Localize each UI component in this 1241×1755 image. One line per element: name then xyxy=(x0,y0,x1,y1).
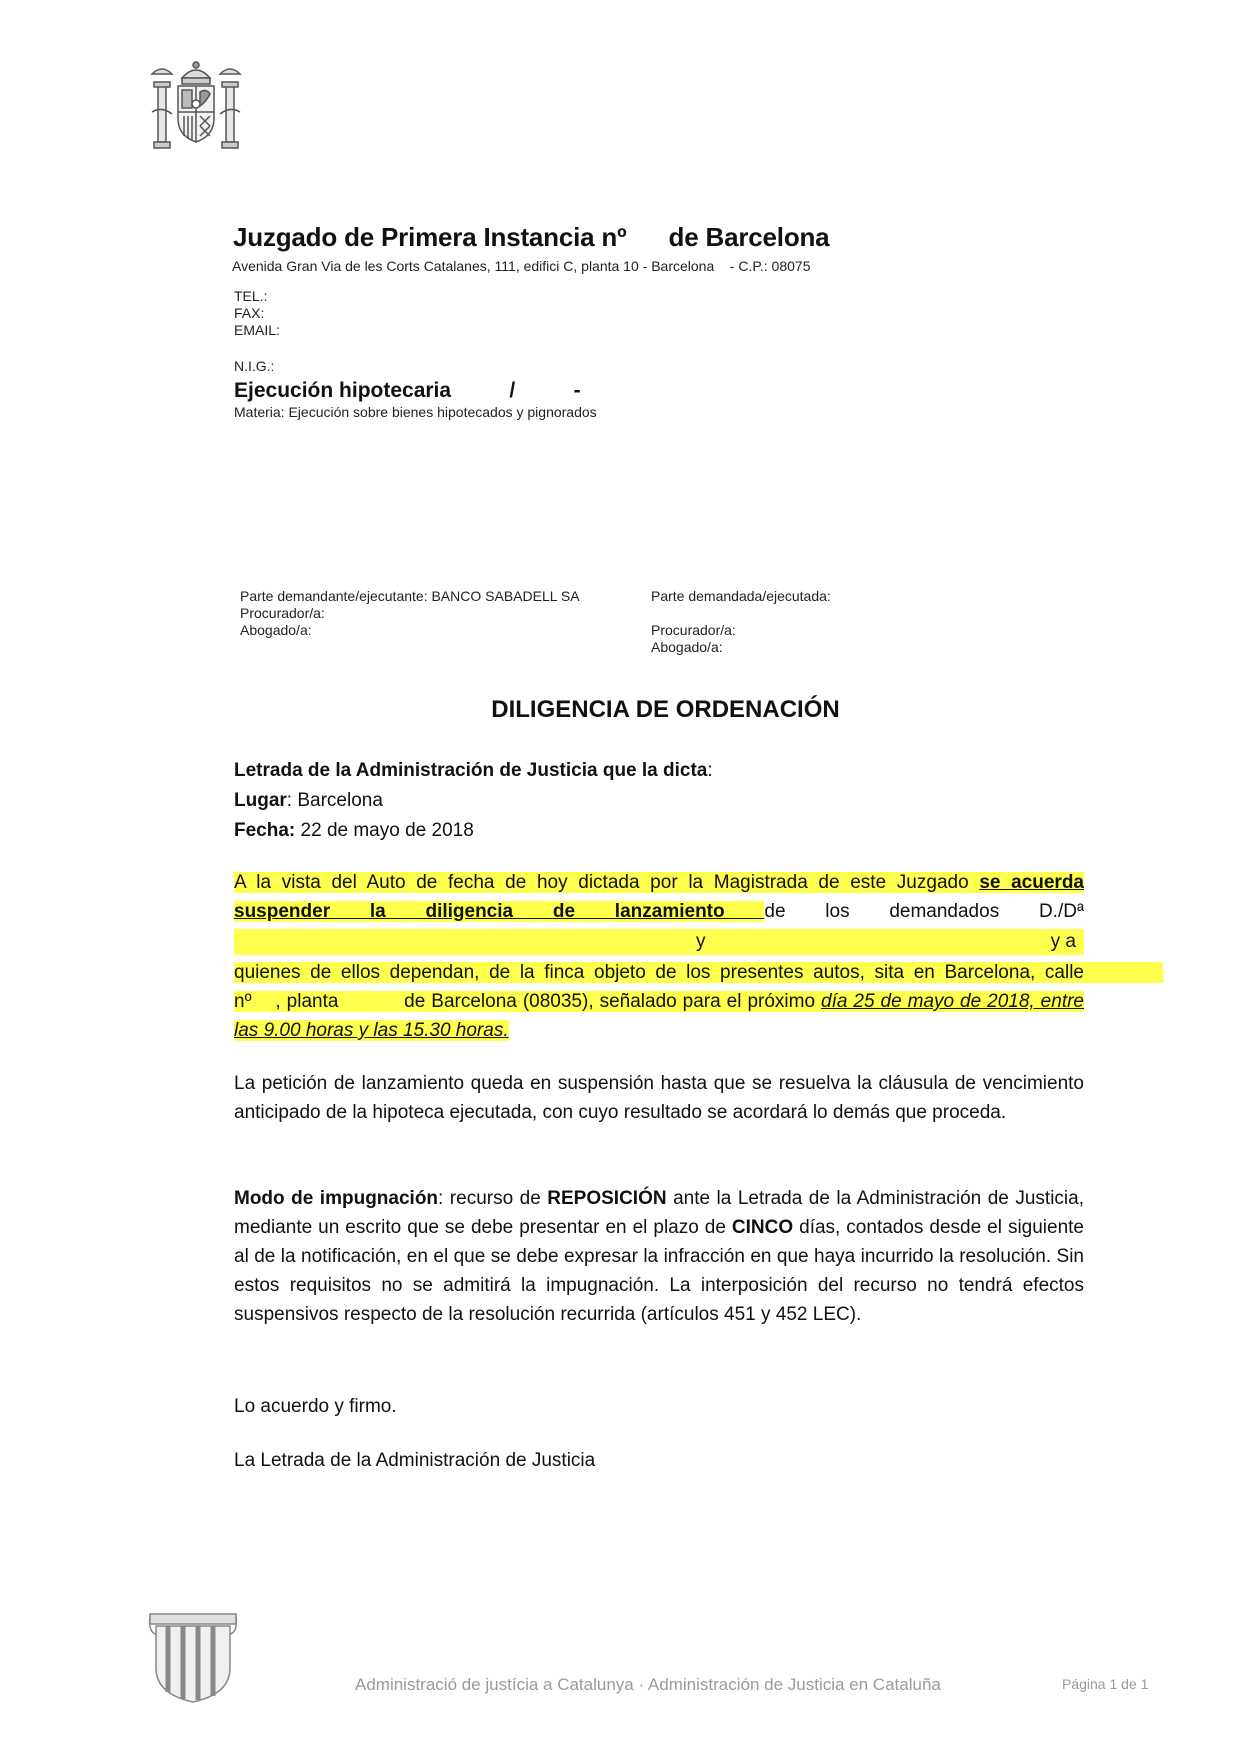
conjunction-y: y xyxy=(696,931,706,952)
nig-label: N.I.G.: xyxy=(234,358,275,374)
fecha-line xyxy=(234,820,474,842)
auto-intro-text: A la vista del Auto de fecha de hoy dictada por la Magistrada de este Juzgado xyxy=(234,872,980,893)
letrada-colon: : xyxy=(707,760,713,781)
defendants-blank-line xyxy=(234,929,1084,955)
letrada-line xyxy=(234,760,713,782)
impugnacion-paragraph xyxy=(234,1184,1084,1329)
suspension-statement: se acuerda suspender la diligencia de lanzamiento xyxy=(234,872,1084,922)
lugar-line xyxy=(234,790,383,812)
cinco-term: CINCO xyxy=(731,1217,794,1238)
lugar-value: : Barcelona xyxy=(286,790,383,811)
closing-line: Lo acuerdo y firmo. xyxy=(234,1396,397,1417)
footer-administration-text: Administració de justícia a Catalunya · Administración de Justicia en Cataluña xyxy=(355,1675,941,1694)
materia: Materia: Ejecución sobre bienes hipotecados y pignorados xyxy=(234,404,597,420)
suspension-paragraph: La petición de lanzamiento queda en suspensión hasta que se resuelva la cláusula de vencimiento anticipado de la hipoteca ejecutada, con cuyo resultado se acordará lo demás que proceda. xyxy=(234,1073,1084,1123)
highlighted-paragraph xyxy=(234,868,1164,1045)
reposicion-term: REPOSICIÓN xyxy=(547,1188,667,1209)
court-address: Avenida Gran Via de les Corts Catalanes, 111, edifici C, planta 10 - Barcelona - C.P.: 08075 xyxy=(232,258,811,274)
spain-coat-of-arms-icon xyxy=(148,56,244,156)
defendant-name: Parte demandada/ejecutada: xyxy=(651,588,831,604)
letrada-label: Letrada de la Administración de Justicia que la dicta xyxy=(234,760,708,781)
property-text: quienes de ellos dependan, de la finca objeto de los presentes autos, sita en Barcelona, calle nº , planta de Barcelona (08035), señalado para el próximo xyxy=(234,962,1164,1012)
conjunction-y-a: y a xyxy=(1050,931,1076,952)
procedure-type: Ejecución hipotecaria / - xyxy=(234,379,581,402)
plaintiff-name: Parte demandante/ejecutante: BANCO SABADELL SA xyxy=(240,588,580,604)
defendant-block xyxy=(651,588,971,656)
impugnacion-text-a: : recurso de xyxy=(438,1188,548,1209)
defendants-text: de los demandados D./Dª xyxy=(764,901,1084,922)
tel-label: TEL.: xyxy=(234,288,268,304)
plaintiff-procurador: Procurador/a: xyxy=(240,605,325,621)
plaintiff-block xyxy=(240,588,600,639)
court-title: Juzgado de Primera Instancia nº de Barcelona xyxy=(233,222,830,252)
defendant-procurador: Procurador/a: xyxy=(651,622,736,638)
impugnacion-text-c: días, contados desde el siguiente al de la notificación, en el que se debe expresar la infracción en que haya incurrido la resolución. Sin estos requisitos no se admitirá la impugnación. La interposición del recurso no tendrá efectos suspensivos respecto de la resolución recurrida (artículos 451 y 452 LEC). xyxy=(234,1217,1084,1325)
document-title: DILIGENCIA DE ORDENACIÓN xyxy=(491,696,840,723)
fecha-label: Fecha: xyxy=(234,820,296,841)
catalonia-emblem-icon xyxy=(148,1612,238,1704)
fecha-value: 22 de mayo de 2018 xyxy=(295,820,474,841)
page-number: Página 1 de 1 xyxy=(1062,1676,1149,1692)
plaintiff-abogado: Abogado/a: xyxy=(240,622,312,638)
impugnacion-label: Modo de impugnación xyxy=(234,1188,439,1209)
eviction-date: día 25 de mayo de 2018, entre las 9.00 horas y las 15.30 horas. xyxy=(234,991,1084,1041)
signature-line: La Letrada de la Administración de Justicia xyxy=(234,1450,596,1471)
defendant-abogado: Abogado/a: xyxy=(651,639,723,655)
lugar-label: Lugar xyxy=(234,790,287,811)
fax-label: FAX: xyxy=(234,305,265,321)
impugnacion-text-b: ante la Letrada de la Administración de Justicia, mediante un escrito que se debe presentar en el plazo de xyxy=(234,1188,1084,1238)
email-label: EMAIL: xyxy=(234,322,280,338)
